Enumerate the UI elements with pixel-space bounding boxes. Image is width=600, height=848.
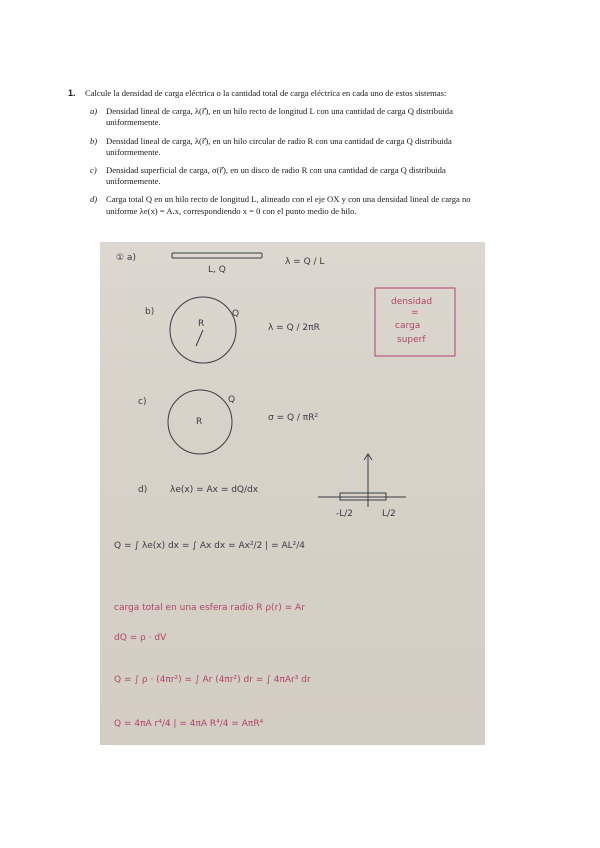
problem-items xyxy=(68,106,498,217)
item-b-label: b) xyxy=(90,135,98,146)
problem-1 xyxy=(68,88,498,224)
note-d-left: -L/2 xyxy=(336,509,354,519)
note-b-label: b) xyxy=(145,307,155,317)
note-a-rod-label: L, Q xyxy=(208,265,226,275)
box-line-3: carga xyxy=(395,321,421,331)
box-line-4: superf xyxy=(397,335,426,345)
note-c-radius: R xyxy=(196,417,203,427)
item-d-label: d) xyxy=(90,194,98,205)
note-c-charge: Q xyxy=(228,395,236,405)
note-b-radius: R xyxy=(198,319,205,329)
handwritten-solution-photo xyxy=(100,242,485,745)
note-sphere-integral: Q = ∫ ρ · (4πr²) = ∫ Ar (4πr²) dr = ∫ 4πAr³ dr xyxy=(114,675,311,685)
item-c-label: c) xyxy=(90,165,97,176)
note-integral: Q = ∫ λe(x) dx = ∫ Ax dx = Ax²/2 | = AL²/4 xyxy=(114,541,306,551)
item-b-text: Densidad lineal de carga, λ(r⃗), en un hilo circular de radio R con una cantidad de carga Q distribuida uniformemente. xyxy=(106,135,452,157)
item-d-text: Carga total Q en un hilo recto de longitud L, alineado con el eje OX y con una densidad lineal de carga no uniforme λe(x) = A.x, correspondiendo x = 0 con el punto medio de hilo. xyxy=(106,194,471,216)
note-d-label: d) xyxy=(138,485,148,495)
item-a xyxy=(90,106,498,128)
straight-wire xyxy=(172,253,262,258)
item-c xyxy=(90,165,498,187)
note-d-eq: λe(x) = Ax = dQ/dx xyxy=(170,485,259,495)
handwritten-notes xyxy=(100,242,485,745)
note-c-eq: σ = Q / πR² xyxy=(268,413,319,423)
item-b xyxy=(90,135,498,158)
note-a-label: ① a) xyxy=(116,253,136,263)
note-d-right: L/2 xyxy=(382,509,396,519)
box-line-1: densidad xyxy=(391,297,433,307)
item-a-label: a) xyxy=(90,106,98,117)
item-c-text: Densidad superficial de carga, σ(r⃗), en un disco de radio R con una cantidad de carga Q distribuida uniformemente. xyxy=(106,165,446,187)
item-a-text: Densidad lineal de carga, λ(r⃗), en un hilo recto de longitud L con una cantidad de carga Q distribuida uniformemente. xyxy=(106,106,453,128)
note-b-charge: Q xyxy=(232,309,240,319)
note-final-line: Q = 4πA r⁴/4 | = 4πA R⁴/4 = AπR⁴ xyxy=(114,719,264,729)
problem-statement: Calcule la densidad de carga eléctrica o la cantidad total de carga eléctrica en cada uno de estos sistemas: xyxy=(85,88,447,98)
problem-number: 1. xyxy=(68,88,76,98)
note-b-eq: λ = Q / 2πR xyxy=(268,323,320,333)
item-d xyxy=(90,194,498,216)
box-line-2: = xyxy=(411,308,419,318)
note-dq-line: dQ = ρ · dV xyxy=(114,633,167,643)
note-c-label: c) xyxy=(138,397,147,407)
note-sphere-line: carga total en una esfera radio R ρ(r) = Ar xyxy=(114,603,305,613)
ring-radius xyxy=(196,330,203,346)
note-a-eq: λ = Q / L xyxy=(285,257,325,267)
